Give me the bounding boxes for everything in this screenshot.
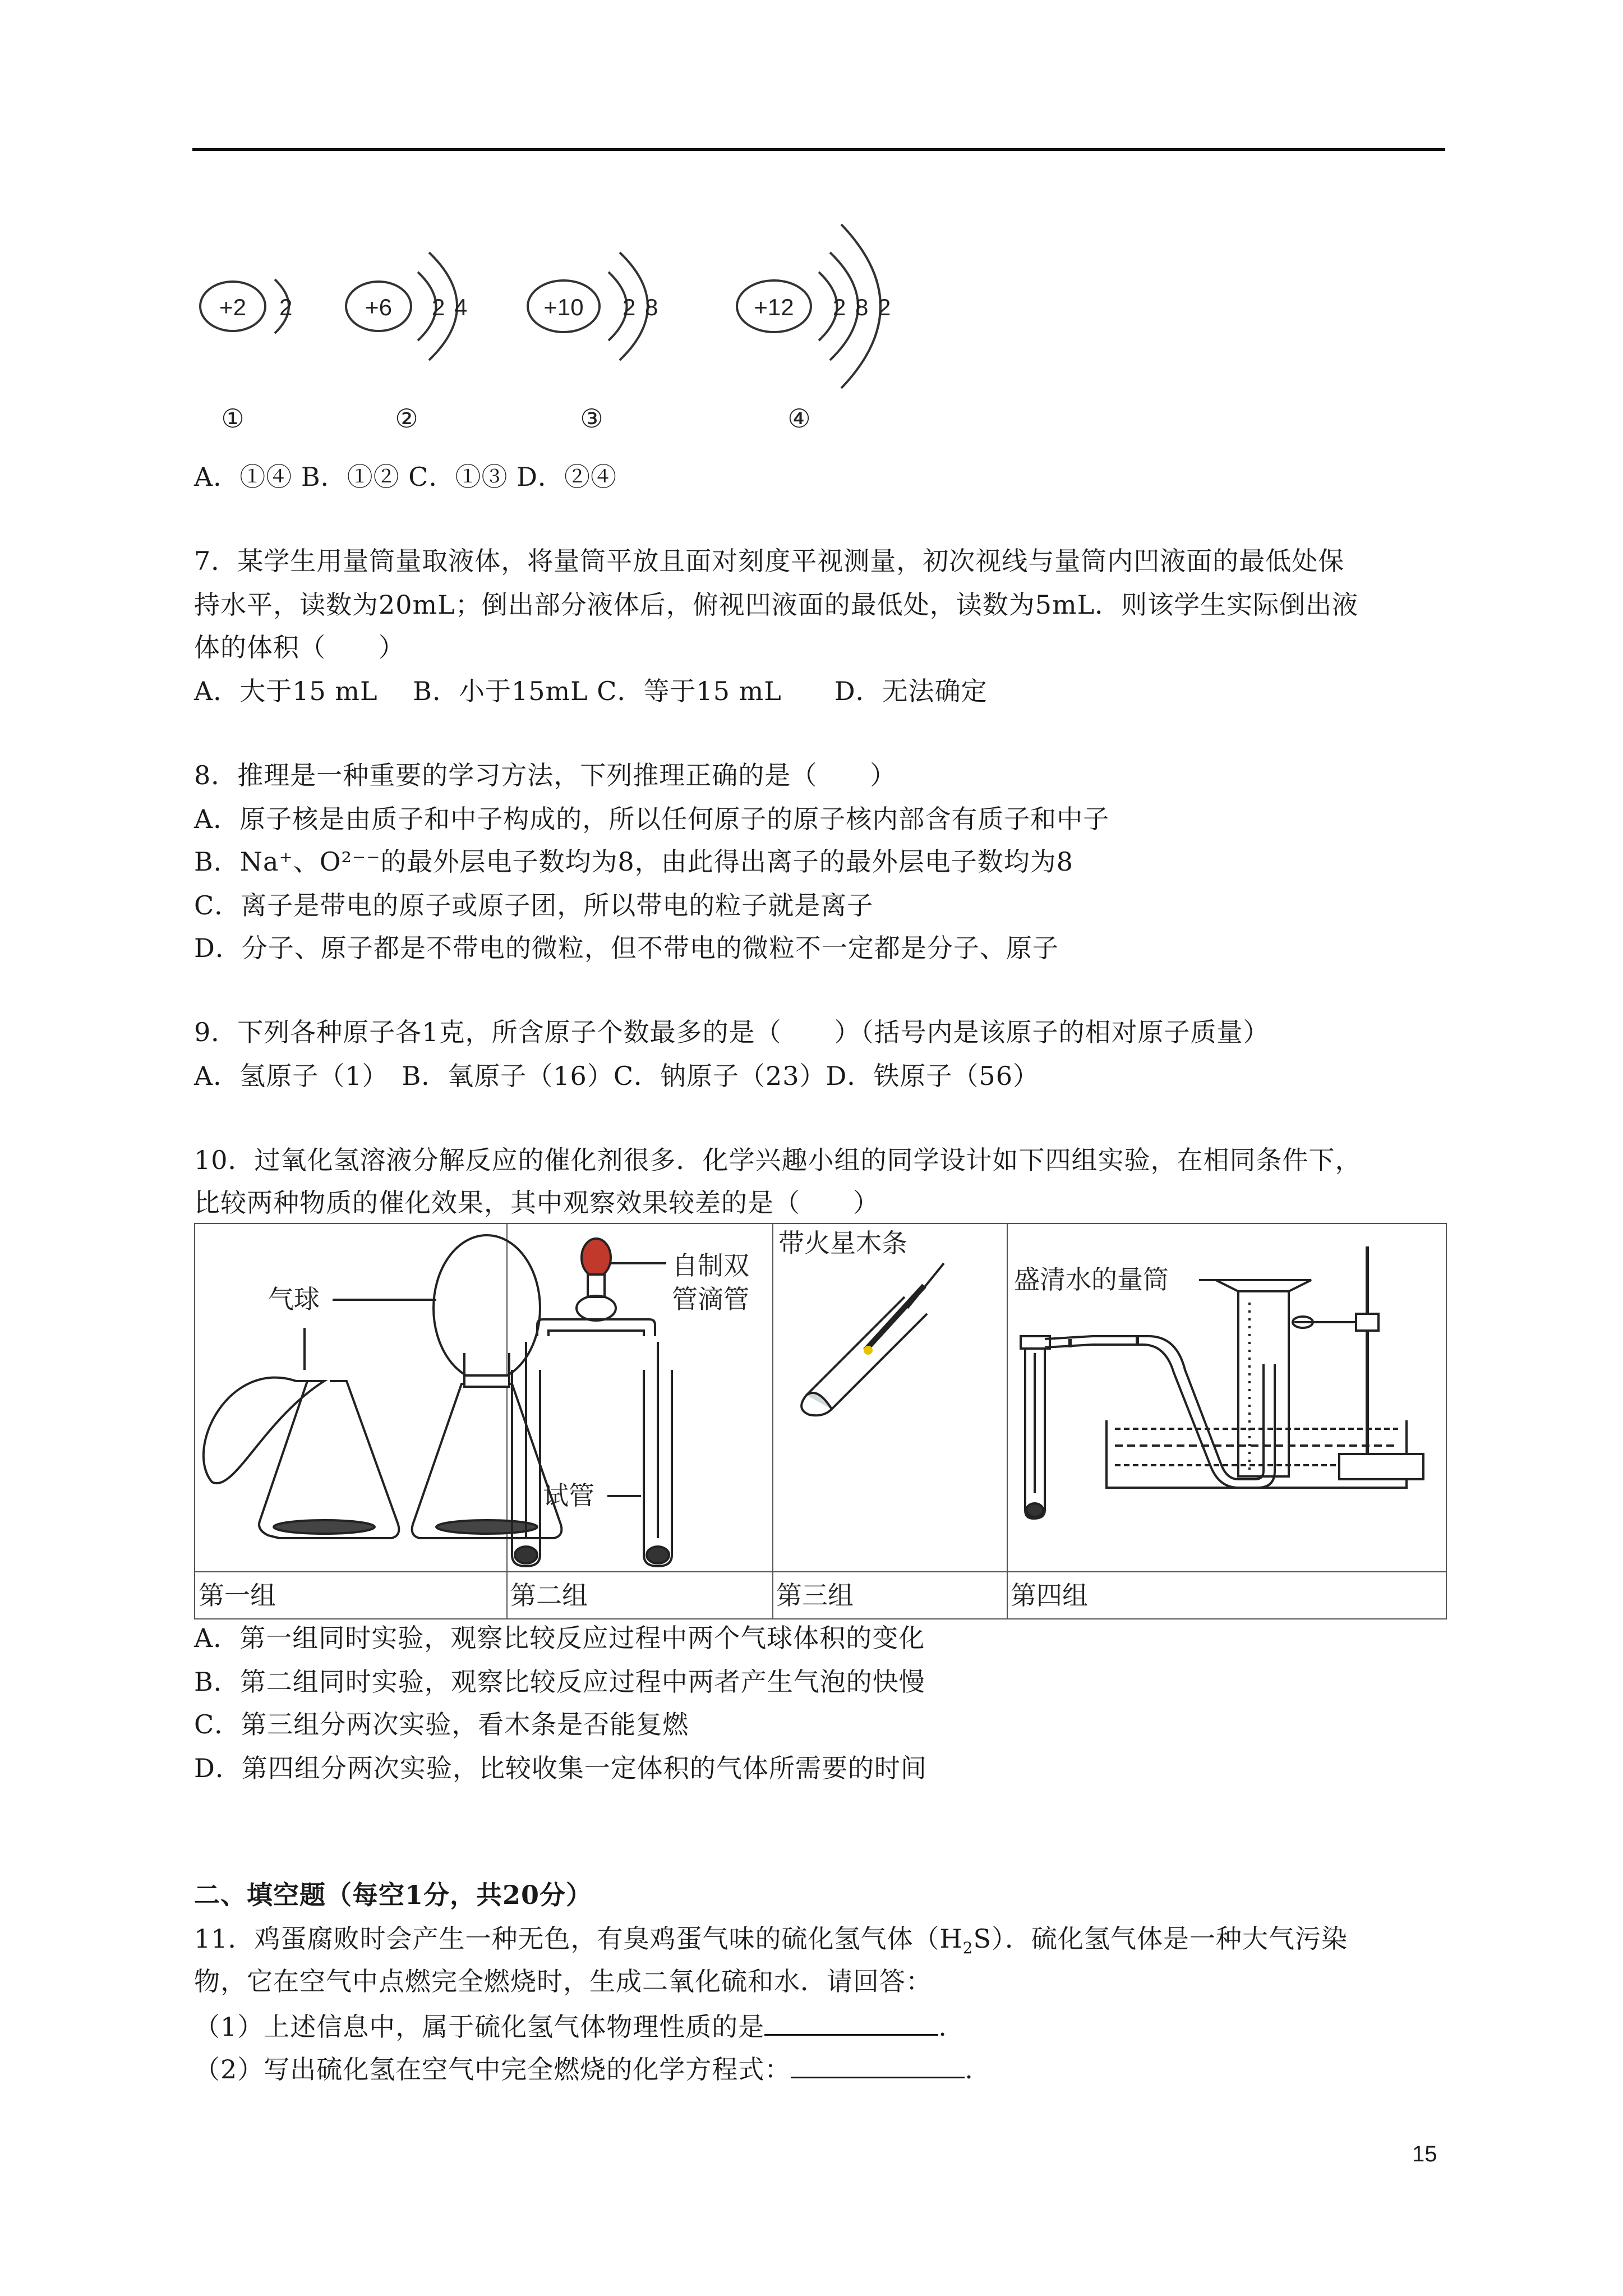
shell-count: 2 bbox=[623, 294, 636, 320]
q9-options: A．氢原子（1） B．氧原子（16）C．钠原子（23）D．铁原子（56） bbox=[194, 1061, 1039, 1091]
nucleus-charge: +6 bbox=[365, 294, 392, 320]
q10-option-c: C．第三组分两次实验，看木条是否能复燃 bbox=[194, 1709, 689, 1740]
answer-blank-1[interactable] bbox=[764, 2008, 938, 2036]
q10-option-b: B．第二组同时实验，观察比较反应过程中两者产生气泡的快慢 bbox=[194, 1667, 925, 1697]
q11-sub-1-end: . bbox=[938, 2012, 947, 2042]
group2-apparatus bbox=[512, 1239, 672, 1566]
atom-structure-diagrams bbox=[191, 213, 976, 449]
atom-marker: ② bbox=[395, 404, 418, 433]
group3-apparatus bbox=[801, 1263, 944, 1415]
q8-option-c: C．离子是带电的原子或原子团，所以带电的粒子就是离子 bbox=[194, 890, 874, 921]
q7-line-2: 持水平，读数为20mL；倒出部分液体后，俯视凹液面的最低处，读数为5mL．则该学生实际倒出液 bbox=[194, 590, 1359, 620]
q11-subscript: 2 bbox=[962, 1939, 974, 1958]
q9-stem: 9．下列各种原子各1克，所含原子个数最多的是（ ）（括号内是该原子的相对原子质量） bbox=[194, 1017, 1270, 1047]
shell-count: 8 bbox=[855, 294, 869, 320]
label-dropper-1: 自制双 bbox=[672, 1251, 749, 1280]
label-test-tube: 试管 bbox=[543, 1481, 594, 1510]
q11-line-2: 物，它在空气中点燃完全燃烧时，生成二氧化硫和水．请回答： bbox=[194, 1966, 932, 1996]
q10-option-d: D．第四组分两次实验，比较收集一定体积的气体所需要的时间 bbox=[194, 1753, 927, 1783]
q7-line-3: 体的体积（ ） bbox=[194, 632, 405, 662]
atom-marker: ④ bbox=[787, 404, 811, 433]
q8-option-b: B．Na⁺、O²⁻⁻的最外层电子数均为8，由此得出离子的最外层电子数均为8 bbox=[194, 846, 1074, 877]
q10-line-1: 10．过氧化氢溶液分解反应的催化剂很多．化学兴趣小组的同学设计如下四组实验，在相同条件下， bbox=[194, 1145, 1362, 1175]
group-label-4: 第四组 bbox=[1011, 1580, 1088, 1611]
q11-line-1-pre: 11．鸡蛋腐败时会产生一种无色，有臭鸡蛋气味的硫化氢气体（H bbox=[194, 1924, 963, 1954]
experiment-apparatus-drawings bbox=[195, 1224, 1446, 1618]
q11-line-1 bbox=[194, 1922, 1348, 1965]
shell-count: 2 bbox=[833, 294, 846, 320]
q11-line-1-post: S）．硫化氢气体是一种大气污染 bbox=[973, 1924, 1348, 1954]
label-cylinder: 盛清水的量筒 bbox=[1014, 1265, 1169, 1294]
page-number: 15 bbox=[1412, 2142, 1437, 2166]
nucleus-charge: +12 bbox=[754, 294, 794, 320]
q8-stem: 8．推理是一种重要的学习方法，下列推理正确的是（ ） bbox=[194, 760, 897, 790]
q8-option-a: A．原子核是由质子和中子构成的，所以任何原子的原子核内部含有质子和中子 bbox=[194, 804, 1110, 834]
shell-count: 2 bbox=[878, 294, 891, 320]
answer-blank-2[interactable] bbox=[791, 2051, 965, 2078]
q11-sub-2-end: . bbox=[965, 2054, 974, 2085]
atom-diagram-3 bbox=[528, 252, 658, 433]
q8-option-d: D．分子、原子都是不带电的微粒，但不带电的微粒不一定都是分子、原子 bbox=[194, 933, 1059, 963]
atom-diagram-4 bbox=[737, 224, 891, 433]
atom-marker: ① bbox=[221, 404, 245, 433]
nucleus-charge: +10 bbox=[543, 294, 584, 320]
shell-count: 8 bbox=[645, 294, 658, 320]
atom-marker: ③ bbox=[580, 404, 603, 433]
group1-apparatus bbox=[204, 1235, 561, 1538]
group-label-3: 第三组 bbox=[776, 1580, 854, 1611]
section-heading: 二、填空题（每空1分，共20分） bbox=[194, 1880, 593, 1910]
label-balloon: 气球 bbox=[268, 1285, 320, 1314]
shell-count: 2 bbox=[279, 294, 293, 320]
q11-sub-1 bbox=[194, 2008, 947, 2044]
q10-option-a: A．第一组同时实验，观察比较反应过程中两个气球体积的变化 bbox=[194, 1623, 925, 1653]
q10-line-2: 比较两种物质的催化效果，其中观察效果较差的是（ ） bbox=[194, 1188, 879, 1218]
experiment-figure-table bbox=[194, 1223, 1447, 1619]
atom-diagram-1 bbox=[200, 279, 292, 433]
q7-options: A．大于15 mL B．小于15mL C．等于15 mL D．无法确定 bbox=[194, 676, 988, 706]
group-label-1: 第一组 bbox=[199, 1580, 276, 1611]
label-splint: 带火星木条 bbox=[778, 1228, 907, 1258]
shell-count: 2 bbox=[432, 294, 445, 320]
q11-sub-2-text: （2）写出硫化氢在空气中完全燃烧的化学方程式： bbox=[194, 2054, 791, 2085]
q6-options: A．①④ B．①② C．①③ D．②④ bbox=[194, 462, 617, 492]
q11-sub-1-text: （1）上述信息中，属于硫化氢气体物理性质的是 bbox=[194, 2012, 765, 2042]
q7-line-1: 7．某学生用量筒量取液体，将量筒平放且面对刻度平视测量，初次视线与量筒内凹液面的最低处保 bbox=[194, 546, 1345, 576]
label-dropper-2: 管滴管 bbox=[672, 1285, 749, 1314]
atom-diagram-2 bbox=[346, 252, 467, 433]
header-rule bbox=[192, 148, 1445, 151]
nucleus-charge: +2 bbox=[219, 294, 246, 320]
shell-count: 4 bbox=[454, 294, 468, 320]
q11-sub-2 bbox=[194, 2051, 974, 2086]
group-label-2: 第二组 bbox=[510, 1580, 588, 1611]
balloon-2 bbox=[434, 1235, 540, 1381]
balloon-1 bbox=[204, 1378, 324, 1483]
